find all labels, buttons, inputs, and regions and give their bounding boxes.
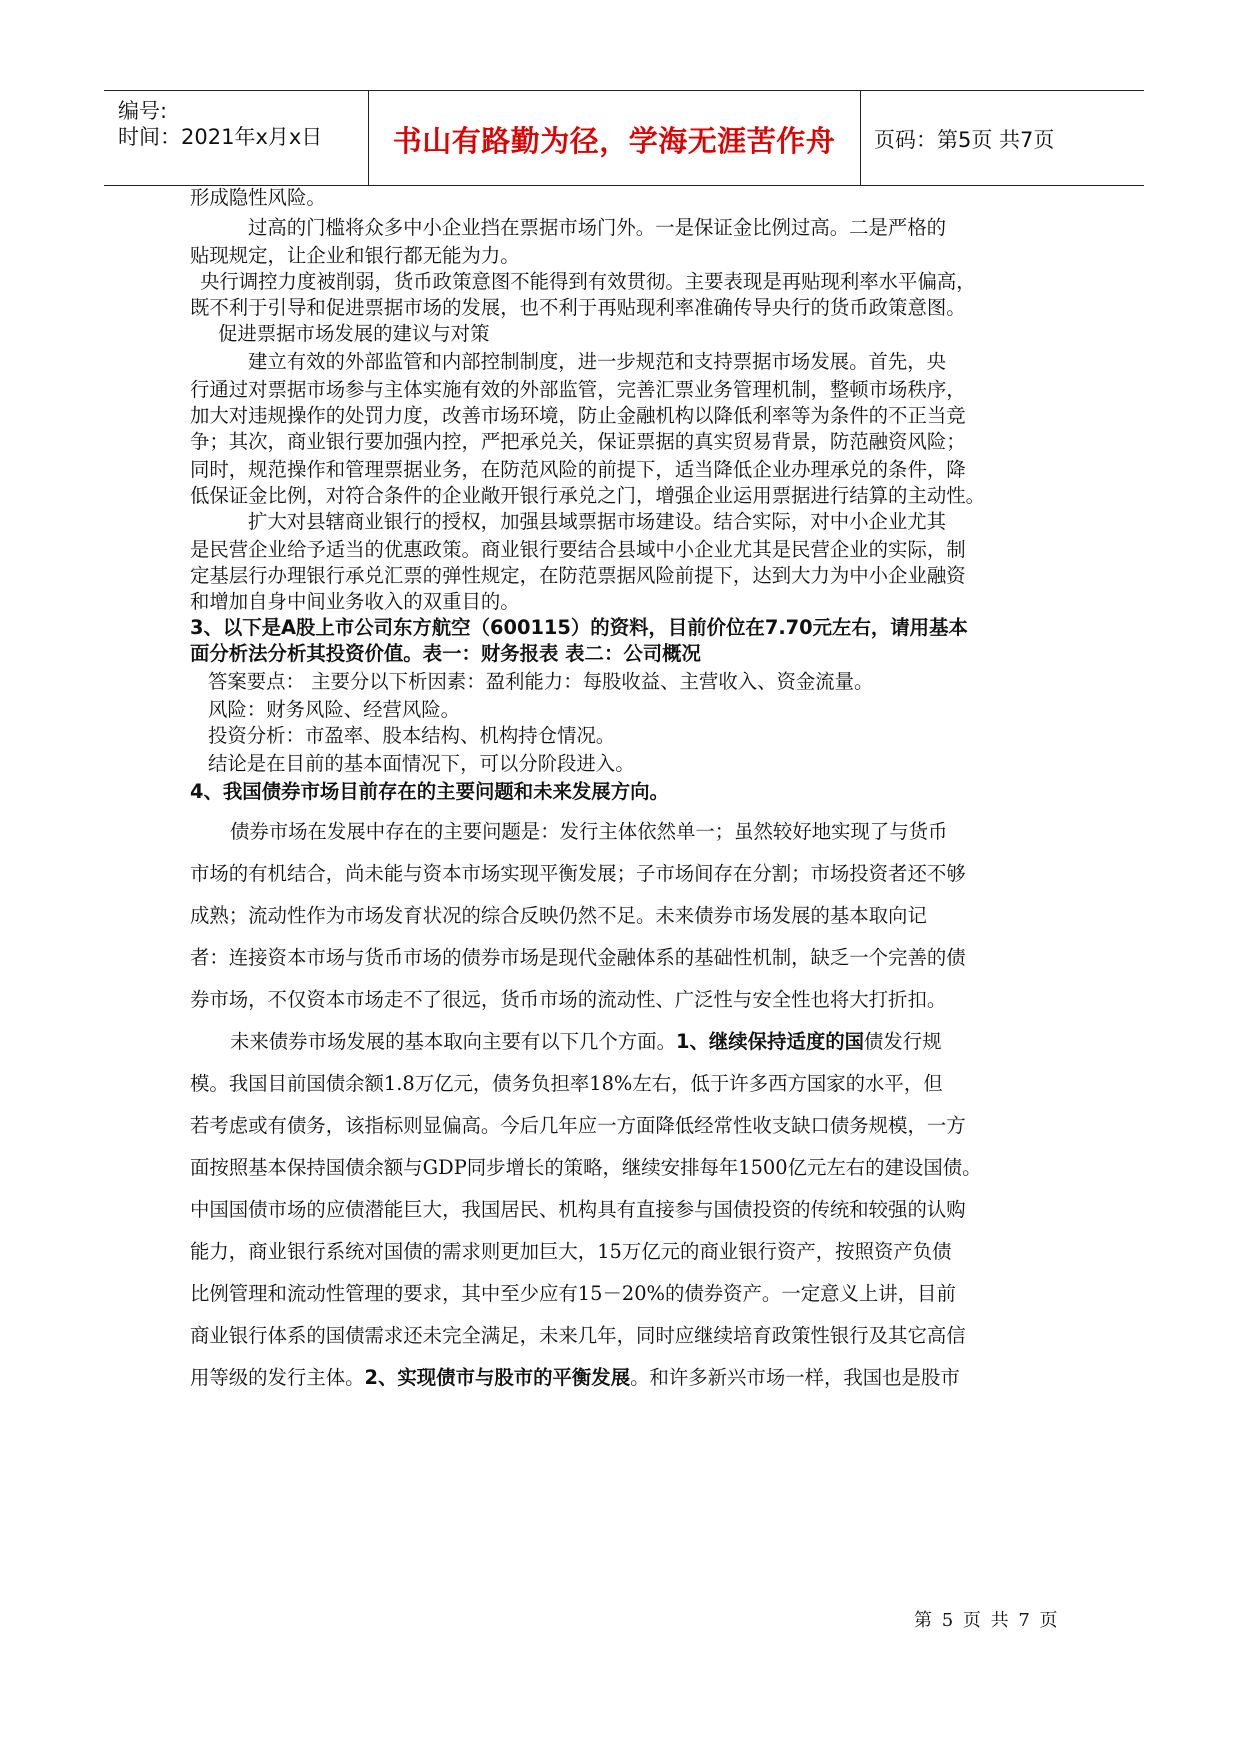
text-line: 既不利于引导和促进票据市场的发展，也不利于再贴现利率准确传导央行的货币政策意图。 (190, 296, 966, 319)
time-label: 时间：2021年x月x日 (118, 125, 323, 149)
header-right-cell (860, 91, 1144, 185)
text-line: 过高的门槛将众多中小企业挡在票据市场门外。一是保证金比例过高。二是严格的 (248, 216, 947, 239)
text-line: 市场的有机结合，尚未能与资本市场实现平衡发展；子市场间存在分割；市场投资者还不够 (190, 862, 966, 885)
text-line: 是民营企业给予适当的优惠政策。商业银行要结合县域中小企业尤其是民营企业的实际，制 (190, 538, 966, 561)
text-line: 能力，商业银行系统对国债的需求则更加巨大，15万亿元的商业银行资产，按照资产负债 (190, 1240, 952, 1263)
text-line: 建立有效的外部监管和内部控制制度，进一步规范和支持票据市场发展。首先，央 (248, 350, 947, 373)
header-middle-cell (368, 91, 861, 185)
text-segment: 。和许多新兴市场一样，我国也是股市 (630, 1366, 960, 1389)
text-line: 贴现规定，让企业和银行都无能为力。 (190, 244, 520, 267)
text-line: 比例管理和流动性管理的要求，其中至少应有15－20%的债券资产。一定意义上讲，目前 (190, 1282, 956, 1305)
text-line: 同时，规范操作和管理票据业务，在防范风险的前提下，适当降低企业办理承兑的条件，降 (190, 458, 966, 481)
text-line-with-emphasis (190, 1366, 960, 1390)
question-3-line: 3、以下是A股上市公司东方航空（600115）的资料，目前价位在7.70元左右，请用基本 (190, 616, 968, 639)
text-line: 成熟；流动性作为市场发育状况的综合反映仍然不足。未来债券市场发展的基本取向记 (190, 904, 927, 927)
motto-title: 书山有路勤为径，学海无涯苦作舟 (392, 124, 836, 158)
text-line: 若考虑或有债务，该指标则显偏高。今后几年应一方面降低经常性收支缺口债务规模，一方 (190, 1114, 966, 1137)
text-line: 者：连接资本市场与货币市场的债券市场是现代金融体系的基础性机制，缺乏一个完善的债 (190, 946, 966, 969)
text-line: 券市场，不仅资本市场走不了很远，货币市场的流动性、广泛性与安全性也将大打折扣。 (190, 988, 947, 1011)
number-label: 编号: (118, 99, 168, 123)
text-line: 加大对违规操作的处罚力度，改善市场环境，防止金融机构以降低利率等为条件的不正当竞 (190, 404, 966, 427)
text-line: 模。我国目前国债余额1.8万亿元，债务负担率18%左右，低于许多西方国家的水平，但 (190, 1072, 943, 1095)
text-line: 形成隐性风险。 (190, 186, 326, 209)
text-line: 债券市场在发展中存在的主要问题是：发行主体依然单一；虽然较好地实现了与货币 (230, 820, 948, 843)
text-line: 争；其次，商业银行要加强内控，严把承兑关，保证票据的真实贸易背景，防范融资风险； (190, 430, 966, 453)
question-3-line: 面分析法分析其投资价值。表一：财务报表 表二：公司概况 (190, 642, 701, 665)
emphasis-segment: 2、实现债市与股市的平衡发展 (364, 1366, 631, 1389)
text-line-with-emphasis (230, 1030, 942, 1054)
answer-line: 结论是在目前的基本面情况下，可以分阶段进入。 (208, 752, 635, 775)
header-table (104, 90, 1144, 186)
page-footer: 第 5 页 共 7 页 (914, 1610, 1060, 1631)
text-segment: 未来债券市场发展的基本取向主要有以下几个方面。 (230, 1030, 676, 1053)
answer-line: 投资分析：市盈率、股本结构、机构持仓情况。 (208, 724, 616, 747)
text-line: 央行调控力度被削弱，货币政策意图不能得到有效贯彻。主要表现是再贴现利率水平偏高， (200, 270, 976, 293)
section-heading: 促进票据市场发展的建议与对策 (218, 322, 490, 345)
text-line: 扩大对县辖商业银行的授权，加强县域票据市场建设。结合实际，对中小企业尤其 (248, 510, 947, 533)
text-segment: 用等级的发行主体。 (190, 1366, 365, 1389)
question-4-heading: 4、我国债券市场目前存在的主要问题和未来发展方向。 (190, 780, 669, 803)
header-left-cell (104, 91, 369, 185)
text-line: 商业银行体系的国债需求还未完全满足，未来几年，同时应继续培育政策性银行及其它高信 (190, 1324, 966, 1347)
text-line: 低保证金比例，对符合条件的企业敞开银行承兑之门，增强企业运用票据进行结算的主动性。 (190, 484, 986, 507)
text-segment: 债发行规 (864, 1030, 942, 1053)
text-line: 面按照基本保持国债余额与GDP同步增长的策略，继续安排每年1500亿元左右的建设国债。 (190, 1156, 982, 1179)
answer-line: 答案要点： 主要分以下析因素：盈利能力：每股收益、主营收入、资金流量。 (208, 670, 874, 693)
text-line: 和增加自身中间业务收入的双重目的。 (190, 590, 520, 613)
answer-line: 风险：财务风险、经营风险。 (208, 698, 461, 721)
emphasis-segment: 1、继续保持适度的国 (675, 1030, 864, 1053)
text-line: 行通过对票据市场参与主体实施有效的外部监管，完善汇票业务管理机制，整顿市场秩序， (190, 378, 966, 401)
text-line: 定基层行办理银行承兑汇票的弹性规定，在防范票据风险前提下，达到大力为中小企业融资 (190, 564, 966, 587)
page-label: 页码：第5页 共7页 (874, 128, 1055, 152)
text-line: 中国国债市场的应债潜能巨大，我国居民、机构具有直接参与国债投资的传统和较强的认购 (190, 1198, 966, 1221)
